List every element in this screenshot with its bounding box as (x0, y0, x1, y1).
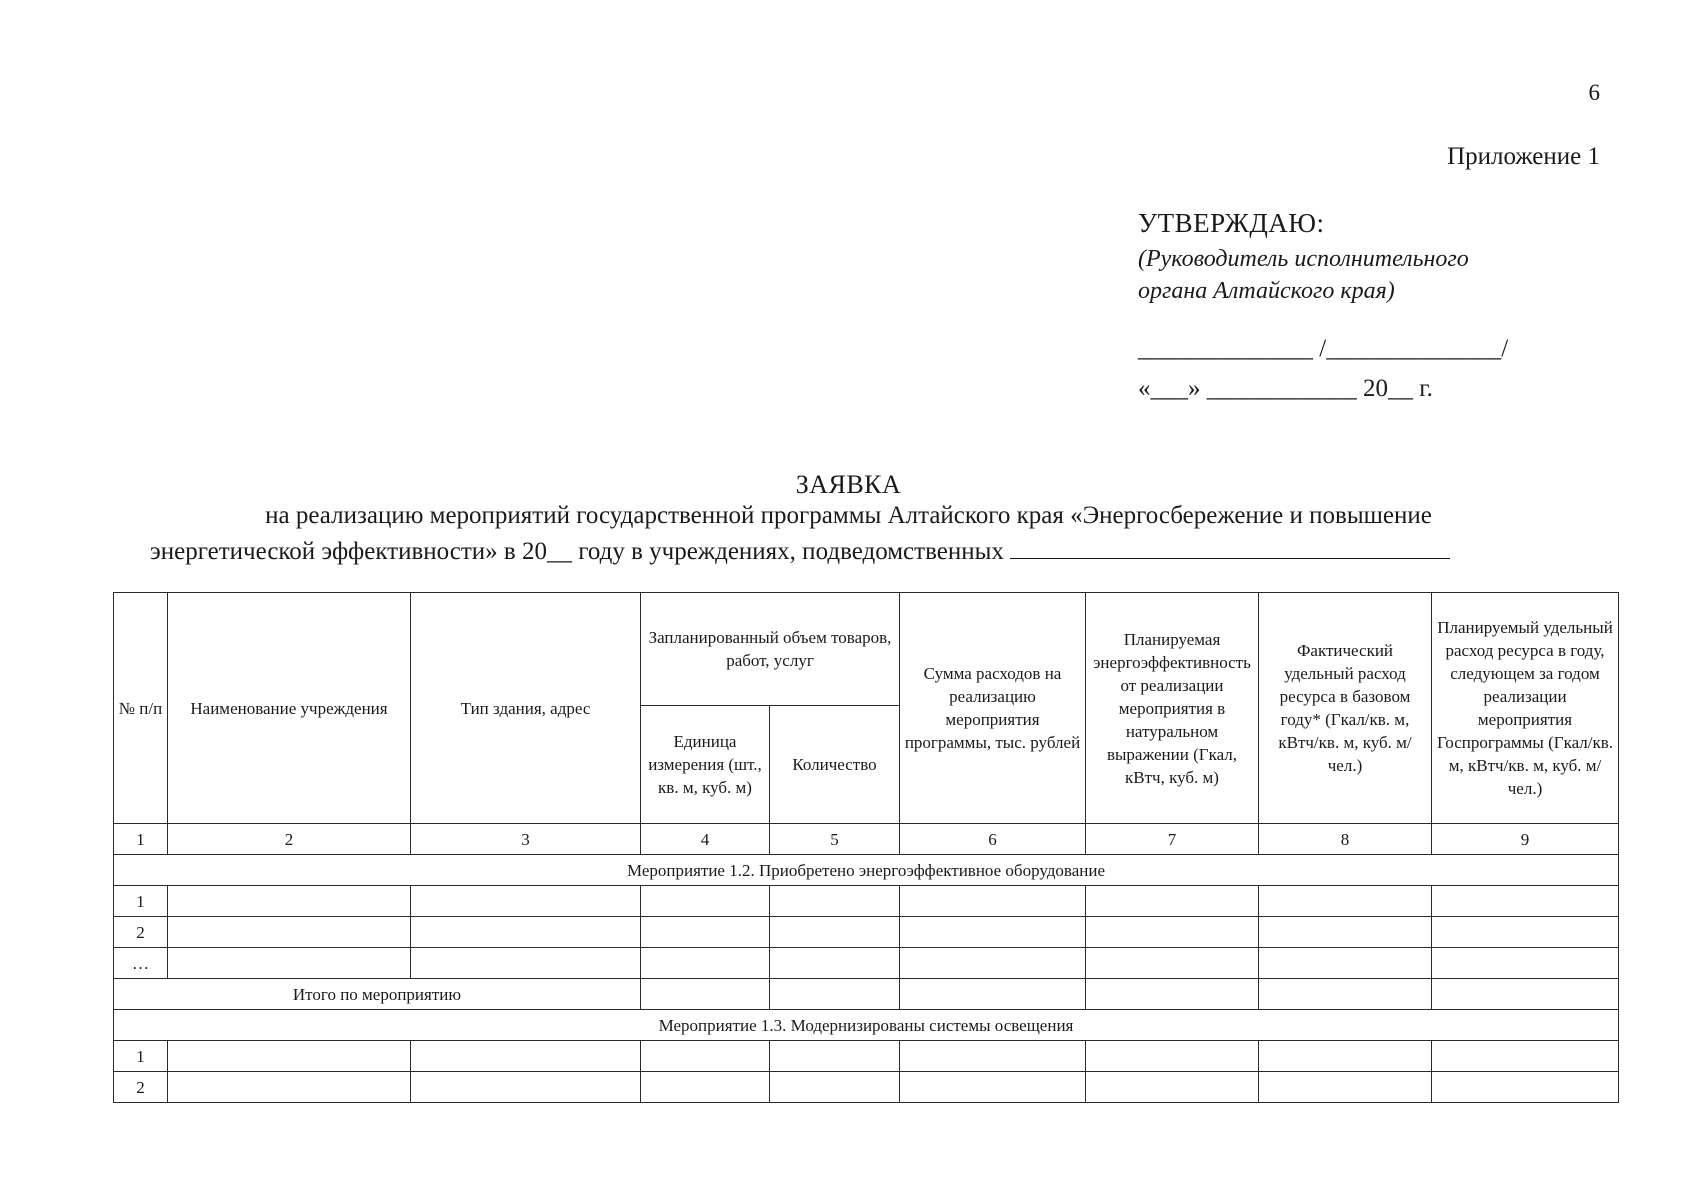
page-number: 6 (1588, 80, 1600, 105)
header-row-1 (114, 593, 1619, 706)
cell[interactable] (641, 1072, 770, 1103)
cell[interactable] (168, 1041, 411, 1072)
header-building: Тип здания, адрес (411, 593, 641, 824)
header-cost: Сумма расходов на реализацию мероприятия программы, тыс. рублей (900, 593, 1086, 824)
column-numbers-row (114, 824, 1619, 855)
cell[interactable] (1259, 948, 1432, 979)
column-number: 7 (1086, 824, 1259, 855)
date-line: «___» ____________ 20__ г. (1138, 375, 1433, 402)
total-label: Итого по мероприятию (114, 979, 641, 1010)
cell[interactable] (411, 917, 641, 948)
table-row (114, 948, 1619, 979)
cell[interactable] (770, 917, 900, 948)
application-table (113, 592, 1619, 1103)
document-subtitle-line-2 (150, 536, 1450, 566)
header-num: № п/п (114, 593, 168, 824)
section-title-1-2: Мероприятие 1.2. Приобретено энергоэффективное оборудование (114, 855, 1619, 886)
cell[interactable] (1086, 948, 1259, 979)
cell[interactable] (900, 917, 1086, 948)
section-title-1-3: Мероприятие 1.3. Модернизированы системы освещения (114, 1010, 1619, 1041)
column-number: 2 (168, 824, 411, 855)
header-planned-consumption: Планируемый удельный расход ресурса в году, следующем за годом реализации мероприятия Госпрограммы (Гкал/кв. м, кВтч/кв. м, куб. м/ чел.) (1432, 593, 1619, 824)
cell[interactable] (770, 886, 900, 917)
cell[interactable] (641, 979, 770, 1010)
document-subtitle-text: энергетической эффективности» в 20__ году в учреждениях, подведомственных (150, 538, 1011, 565)
approver-line-2: органа Алтайского края) (1138, 278, 1395, 304)
cell[interactable] (1432, 979, 1619, 1010)
cell[interactable] (900, 979, 1086, 1010)
document-subtitle-line-1: на реализацию мероприятий государственной программы Алтайского края «Энергосбережение и повышение (265, 502, 1432, 529)
cell[interactable] (770, 979, 900, 1010)
column-number: 5 (770, 824, 900, 855)
cell[interactable] (641, 886, 770, 917)
cell[interactable] (900, 1072, 1086, 1103)
column-number: 9 (1432, 824, 1619, 855)
section-row (114, 855, 1619, 886)
subordination-blank (1010, 536, 1450, 559)
cell[interactable] (1259, 917, 1432, 948)
cell[interactable] (641, 917, 770, 948)
cell[interactable] (1432, 917, 1619, 948)
table-row (114, 1072, 1619, 1103)
header-planned-efficiency: Планируемая энергоэффективность от реализации мероприятия в натуральном выражении (Гкал, кВтч, куб. м) (1086, 593, 1259, 824)
header-planned-volume: Запланированный объем товаров, работ, услуг (641, 593, 900, 706)
section-row (114, 1010, 1619, 1041)
signature-line: ______________ /______________/ (1138, 335, 1509, 362)
cell[interactable] (1086, 917, 1259, 948)
row-number: 2 (114, 917, 168, 948)
appendix-label: Приложение 1 (1447, 143, 1600, 170)
cell[interactable] (1259, 979, 1432, 1010)
document-title: ЗАЯВКА (795, 470, 902, 499)
cell[interactable] (168, 886, 411, 917)
cell[interactable] (770, 948, 900, 979)
column-number: 4 (641, 824, 770, 855)
cell[interactable] (1432, 948, 1619, 979)
table-row (114, 886, 1619, 917)
table-row (114, 917, 1619, 948)
header-actual-consumption: Фактический удельный расход ресурса в базовом году* (Гкал/кв. м, кВтч/кв. м, куб. м/ чел.) (1259, 593, 1432, 824)
cell[interactable] (1259, 1072, 1432, 1103)
cell[interactable] (1086, 1041, 1259, 1072)
row-number: 1 (114, 1041, 168, 1072)
cell[interactable] (168, 917, 411, 948)
cell[interactable] (641, 1041, 770, 1072)
cell[interactable] (1432, 1041, 1619, 1072)
cell[interactable] (1086, 1072, 1259, 1103)
cell[interactable] (770, 1041, 900, 1072)
cell[interactable] (1086, 979, 1259, 1010)
column-number: 3 (411, 824, 641, 855)
cell[interactable] (1432, 886, 1619, 917)
cell[interactable] (641, 948, 770, 979)
approver-line-1: (Руководитель исполнительного (1138, 246, 1469, 272)
cell[interactable] (900, 886, 1086, 917)
column-number: 6 (900, 824, 1086, 855)
column-number: 8 (1259, 824, 1432, 855)
header-institution: Наименование учреждения (168, 593, 411, 824)
approver-position (1138, 243, 1598, 307)
cell[interactable] (770, 1072, 900, 1103)
header-quantity: Количество (770, 706, 900, 824)
table-row (114, 1041, 1619, 1072)
cell[interactable] (411, 1072, 641, 1103)
cell[interactable] (900, 948, 1086, 979)
row-number: 2 (114, 1072, 168, 1103)
total-row (114, 979, 1619, 1010)
cell[interactable] (411, 1041, 641, 1072)
row-number: … (114, 948, 168, 979)
header-unit: Единица измерения (шт., кв. м, куб. м) (641, 706, 770, 824)
cell[interactable] (900, 1041, 1086, 1072)
row-number: 1 (114, 886, 168, 917)
cell[interactable] (1086, 886, 1259, 917)
cell[interactable] (411, 948, 641, 979)
approval-title: УТВЕРЖДАЮ: (1138, 208, 1325, 238)
cell[interactable] (1259, 886, 1432, 917)
cell[interactable] (1432, 1072, 1619, 1103)
cell[interactable] (168, 1072, 411, 1103)
column-number: 1 (114, 824, 168, 855)
cell[interactable] (1259, 1041, 1432, 1072)
cell[interactable] (168, 948, 411, 979)
cell[interactable] (411, 886, 641, 917)
